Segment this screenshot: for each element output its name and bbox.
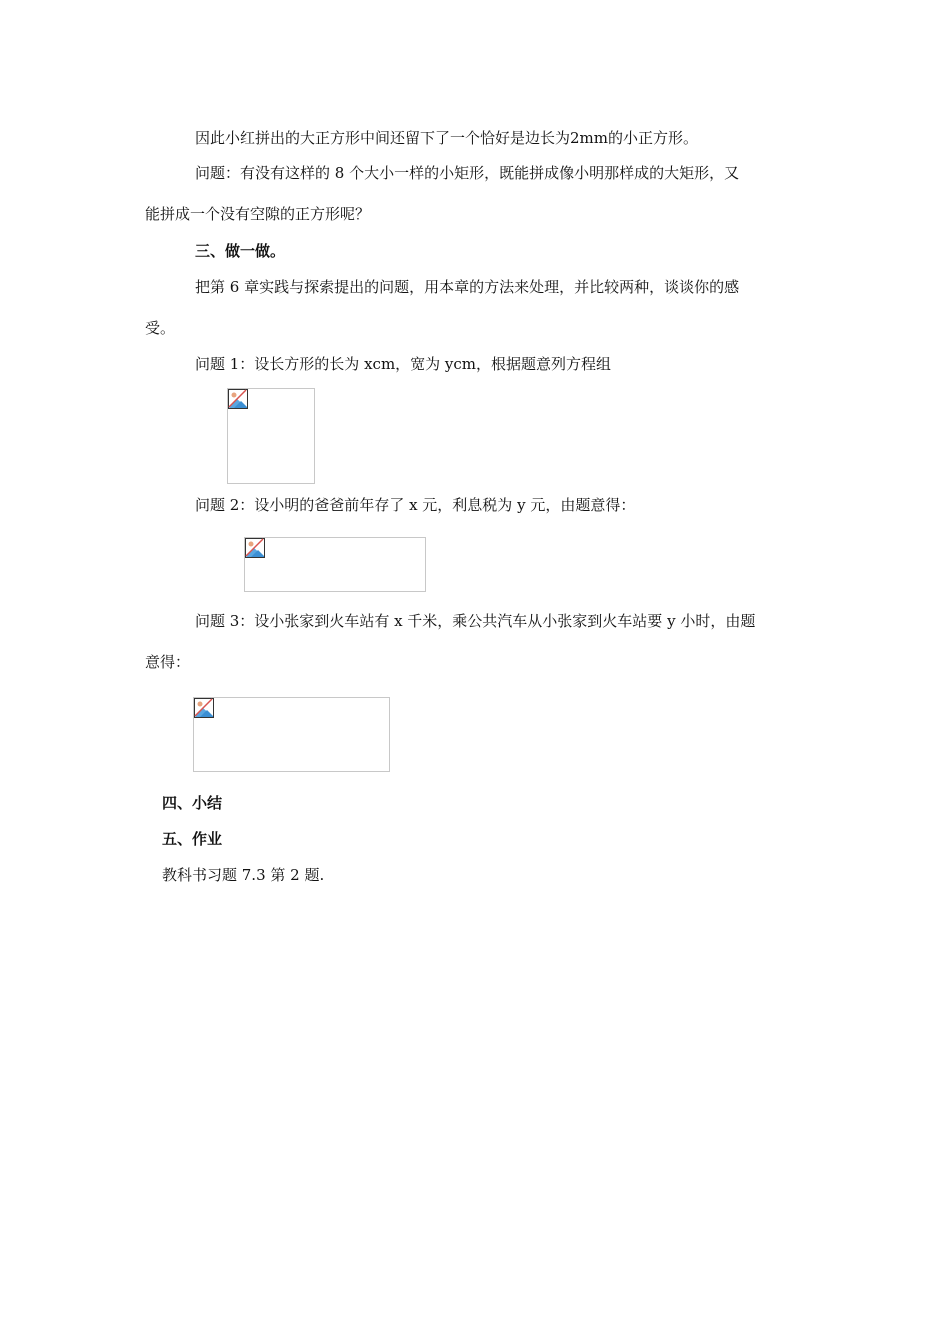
- paragraph-question-line2: 能拼成一个没有空隙的正方形呢？: [145, 205, 371, 223]
- paragraph-practice-line2: 受。: [145, 319, 176, 337]
- equation-image-2: [244, 537, 426, 592]
- paragraph-practice-line1: 把第 6 章实践与探索提出的问题，用本章的方法来处理，并比较两种，谈谈你的感: [195, 278, 740, 296]
- broken-image-icon: [194, 698, 214, 718]
- homework-text: 教科书习题 7.3 第 2 题.: [162, 866, 325, 884]
- broken-image-icon: [228, 389, 248, 409]
- paragraph-question-line1: 问题：有没有这样的 8 个大小一样的小矩形，既能拼成像小明那样成的大矩形，又: [195, 164, 740, 182]
- equation-image-3: [193, 697, 390, 772]
- section-heading-4: 四、小结: [162, 794, 223, 812]
- question-3-line1: 问题 3：设小张家到火车站有 x 千米，乘公共汽车从小张家到火车站要 y 小时，由题: [195, 612, 756, 630]
- equation-image-1: [227, 388, 315, 484]
- question-2: 问题 2：设小明的爸爸前年存了 x 元，利息税为 y 元，由题意得：: [195, 496, 636, 514]
- section-heading-5: 五、作业: [162, 830, 223, 848]
- paragraph-conclusion: 因此小红拼出的大正方形中间还留下了一个恰好是边长为2mm的小正方形。: [195, 129, 698, 147]
- section-heading-3: 三、做一做。: [195, 242, 286, 260]
- broken-image-icon: [245, 538, 265, 558]
- question-1: 问题 1：设长方形的长为 xcm，宽为 ycm，根据题意列方程组: [195, 355, 612, 373]
- question-3-line2: 意得：: [145, 653, 191, 671]
